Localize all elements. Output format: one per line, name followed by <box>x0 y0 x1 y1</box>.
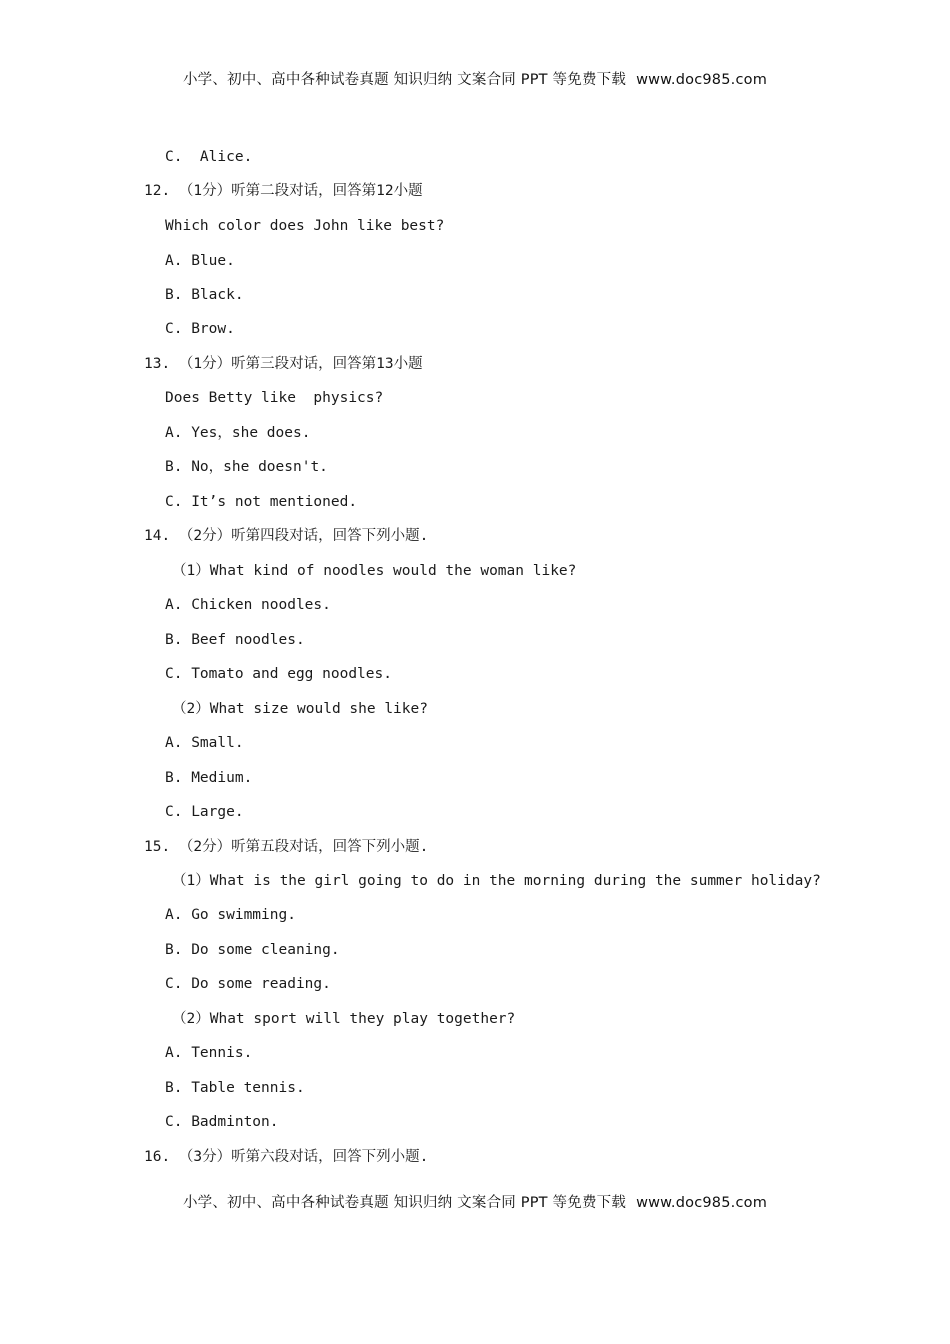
question-15-heading: 15. （2分）听第五段对话，回答下列小题. <box>144 839 429 855</box>
question-16-heading: 16. （3分）听第六段对话，回答下列小题. <box>144 1149 429 1165</box>
question-15-1-text: （1）What is the girl going to do in the morning during the summer holiday? <box>172 873 821 889</box>
question-12-text: Which color does John like best? <box>165 218 445 234</box>
option-12-c: C. Brow. <box>165 321 235 337</box>
option-14-1-c: C. Tomato and egg noodles. <box>165 666 392 682</box>
footer-text: 小学、初中、高中各种试卷真题 知识归纳 文案合同 PPT 等免费下载 <box>182 1195 627 1211</box>
header-text: 小学、初中、高中各种试卷真题 知识归纳 文案合同 PPT 等免费下载 <box>182 72 627 88</box>
footer-url[interactable]: www.doc985.com <box>636 1195 768 1211</box>
question-13-heading: 13. （1分）听第三段对话，回答第13小题 <box>144 356 423 372</box>
question-14-2-text: （2）What size would she like? <box>172 701 428 717</box>
option-15-2-a: A. Tennis. <box>165 1045 253 1061</box>
option-13-a: A. Yes，she does. <box>165 425 311 441</box>
option-15-1-a: A. Go swimming. <box>165 907 296 923</box>
option-14-2-c: C. Large. <box>165 804 244 820</box>
question-13-text: Does Betty like physics? <box>165 390 384 406</box>
question-15-2-text: （2）What sport will they play together? <box>172 1011 516 1027</box>
option-13-b: B. No，she doesn't. <box>165 459 328 475</box>
option-12-a: A. Blue. <box>165 253 235 269</box>
question-14-heading: 14. （2分）听第四段对话，回答下列小题. <box>144 528 429 544</box>
option-13-c: C. It’s not mentioned. <box>165 494 358 510</box>
option-14-1-b: B. Beef noodles. <box>165 632 305 648</box>
option-11-c: C. Alice. <box>165 149 253 165</box>
option-15-1-c: C. Do some reading. <box>165 976 331 992</box>
option-15-2-b: B. Table tennis. <box>165 1080 305 1096</box>
option-14-2-b: B. Medium. <box>165 770 253 786</box>
option-14-1-a: A. Chicken noodles. <box>165 597 331 613</box>
header-url[interactable]: www.doc985.com <box>636 72 768 88</box>
page-footer <box>0 1191 950 1212</box>
question-12-heading: 12. （1分）听第二段对话，回答第12小题 <box>144 183 423 199</box>
page-header <box>0 68 950 89</box>
option-14-2-a: A. Small. <box>165 735 244 751</box>
option-12-b: B. Black. <box>165 287 244 303</box>
question-14-1-text: （1）What kind of noodles would the woman like? <box>172 563 577 579</box>
option-15-2-c: C. Badminton. <box>165 1114 279 1130</box>
option-15-1-b: B. Do some cleaning. <box>165 942 340 958</box>
